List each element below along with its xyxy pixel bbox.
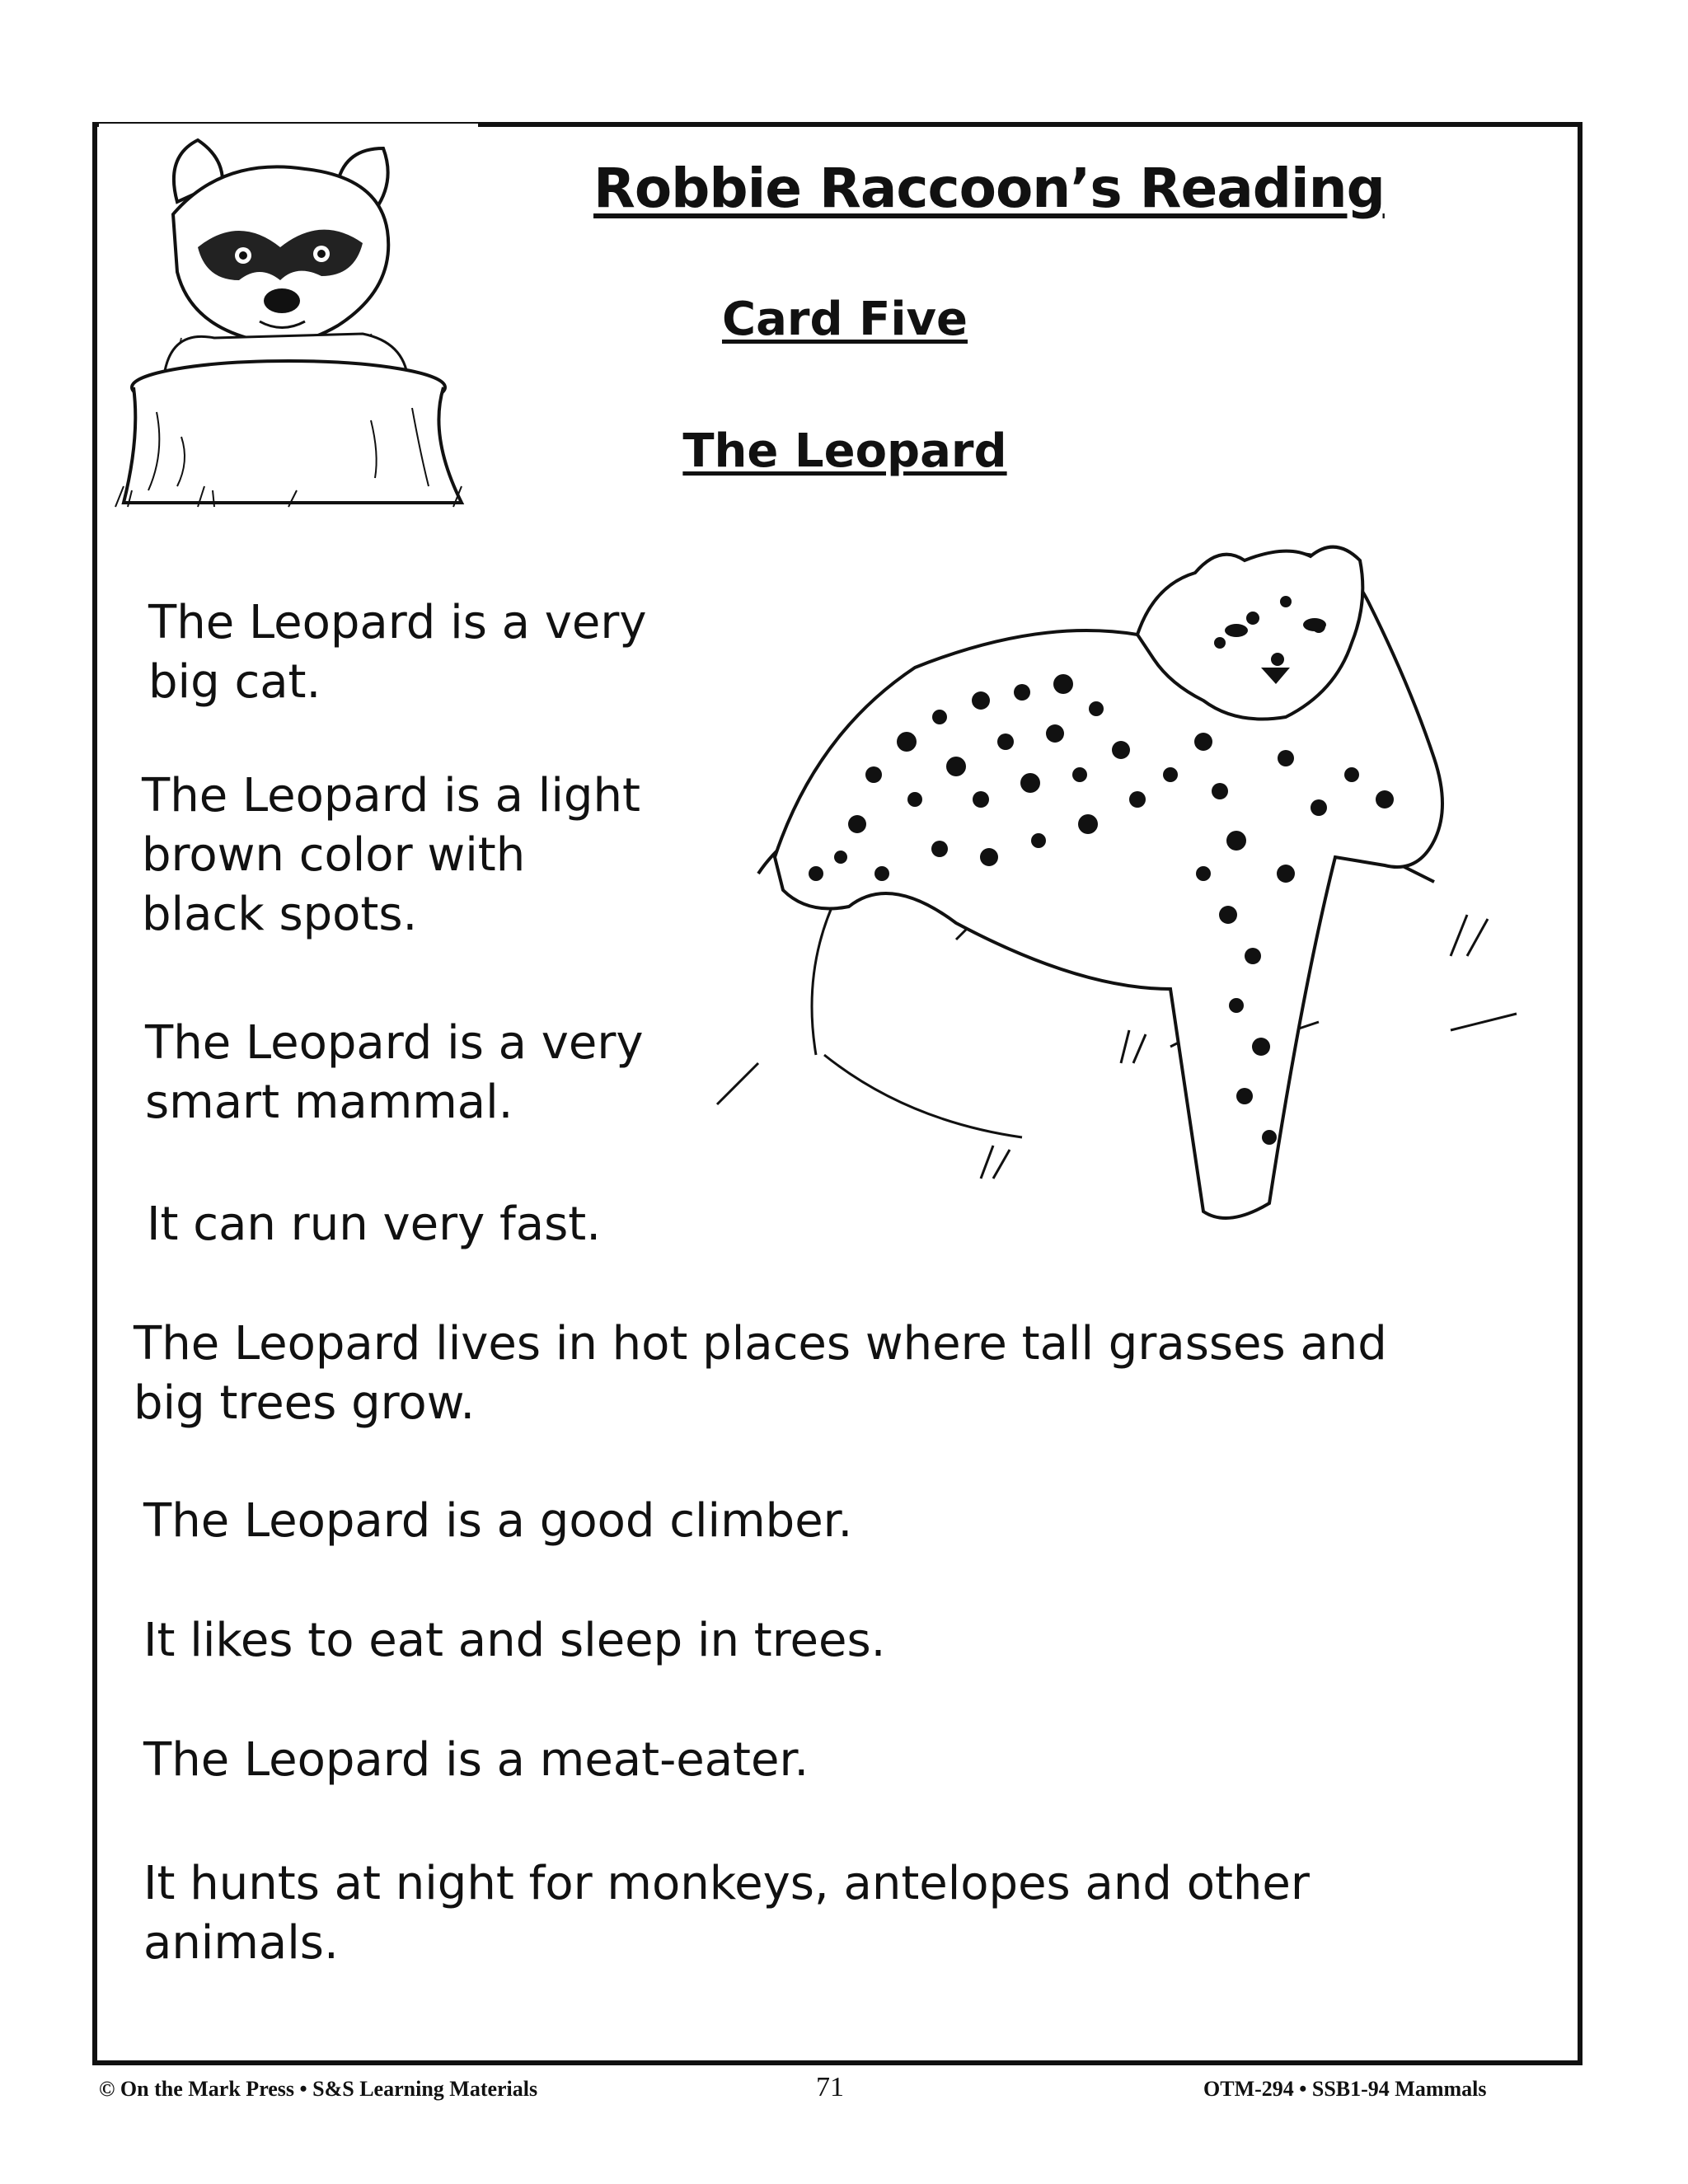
paragraph-8: The Leopard is a meat-eater. bbox=[143, 1733, 809, 1787]
footer-series: OTM-294 • SSB1-94 Mammals bbox=[1203, 2077, 1487, 2101]
paragraph-5: The Leopard lives in hot places where tall grasses and big trees grow. bbox=[134, 1317, 1387, 1430]
topic-title: The Leopard bbox=[682, 424, 1007, 478]
paragraph-2: The Leopard is a light brown color with black spots. bbox=[142, 769, 640, 941]
card-subtitle: Card Five bbox=[721, 293, 968, 346]
footer-page-number: 71 bbox=[816, 2072, 844, 2102]
paragraph-3: The Leopard is a very smart mammal. bbox=[145, 1016, 644, 1129]
leopard-illustration bbox=[709, 527, 1533, 1253]
paragraph-6: The Leopard is a good climber. bbox=[143, 1494, 853, 1548]
page-title: Robbie Raccoon’s Reading bbox=[593, 157, 1385, 220]
paragraph-7: It likes to eat and sleep in trees. bbox=[143, 1614, 886, 1667]
paragraph-4: It can run very fast. bbox=[147, 1197, 602, 1251]
paragraph-9: It hunts at night for monkeys, antelopes and other animals. bbox=[143, 1857, 1310, 1970]
footer-publisher: © On the Mark Press • S&S Learning Materials bbox=[99, 2077, 538, 2101]
paragraph-1: The Leopard is a very big cat. bbox=[148, 596, 647, 709]
